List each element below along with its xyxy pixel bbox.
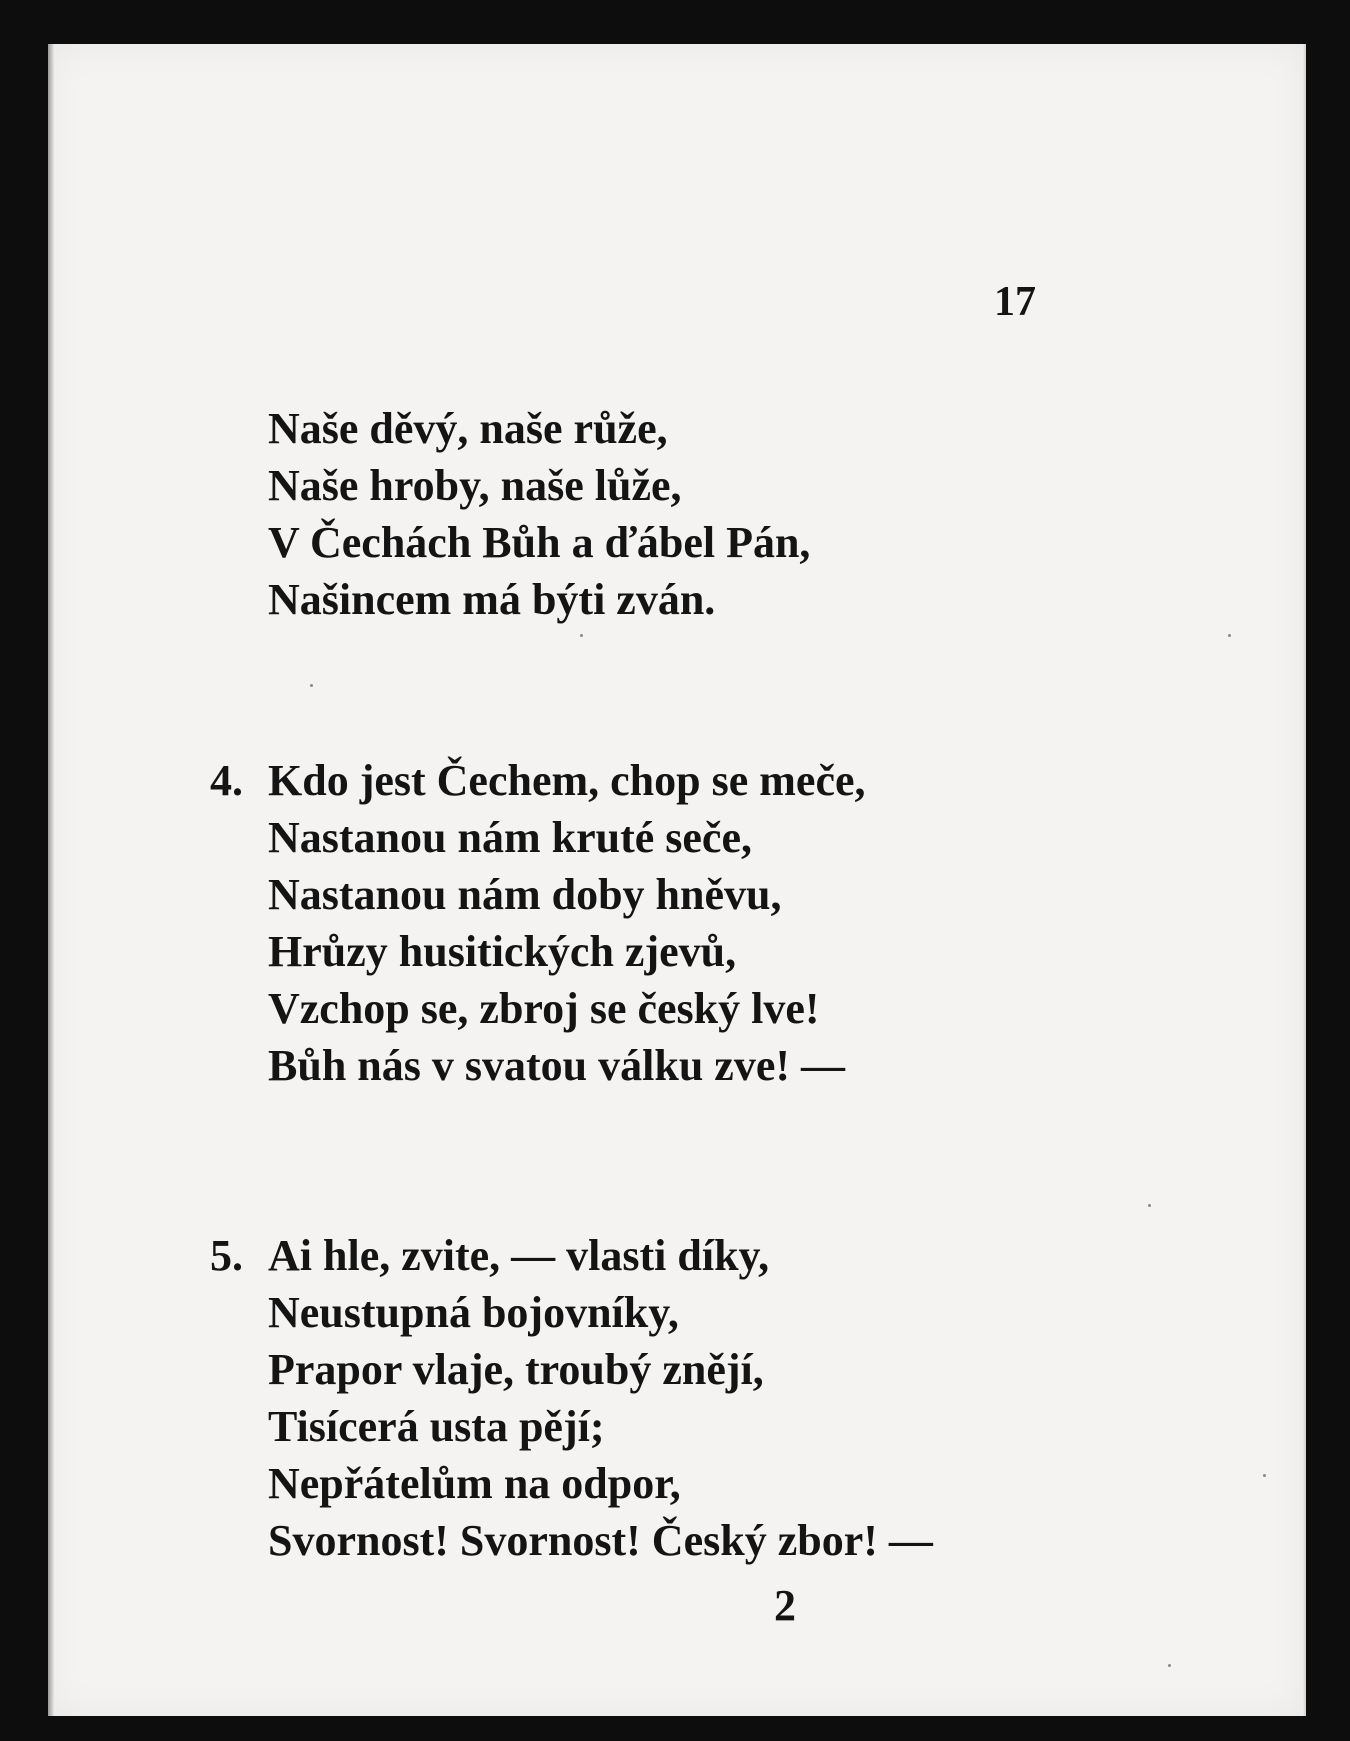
verse-line: Bůh nás v svatou válku zve! — xyxy=(268,1041,846,1090)
stanza-number: 4. xyxy=(210,756,243,805)
verse-line: Nepřátelům na odpor, xyxy=(268,1459,681,1508)
verse-line: Kdo jest Čechem, chop se meče, xyxy=(268,756,866,805)
print-speck xyxy=(1148,1204,1151,1207)
verse-line: Svornost! Svornost! Český zbor! — xyxy=(268,1516,933,1565)
verse-line: Tisícerá usta pějí; xyxy=(268,1402,605,1451)
print-speck xyxy=(580,634,583,637)
verse-line: Nastanou nám doby hněvu, xyxy=(268,870,782,919)
book-page xyxy=(48,44,1306,1716)
verse-line: Naše děvý, naše růže, xyxy=(268,404,668,453)
print-speck xyxy=(310,684,313,687)
verse-line: V Čechách Bůh a ďábel Pán, xyxy=(268,518,811,567)
print-speck xyxy=(1168,1664,1171,1667)
verse-line: Našincem má býti zván. xyxy=(268,575,716,624)
page-edge xyxy=(1302,44,1306,1716)
verse-line: Hrůzy husitických zjevů, xyxy=(268,927,737,976)
print-speck xyxy=(1228,634,1231,637)
verse-line: Naše hroby, naše lůže, xyxy=(268,461,682,510)
stanza-continuation xyxy=(268,400,810,628)
page-number: 17 xyxy=(994,279,1036,325)
stanza-4 xyxy=(210,752,866,1094)
verse-line: Prapor vlaje, troubý znějí, xyxy=(268,1345,764,1394)
verse-line: Nastanou nám kruté seče, xyxy=(268,813,752,862)
verse-line: Ai hle, zvite, — vlasti díky, xyxy=(268,1231,770,1280)
page-spine-shadow xyxy=(48,44,54,1716)
verse-line: Vzchop se, zbroj se český lve! xyxy=(268,984,820,1033)
stanza-number: 5. xyxy=(210,1231,243,1280)
verse-line: Neustupná bojovníky, xyxy=(268,1288,679,1337)
print-speck xyxy=(1263,1474,1266,1477)
signature-mark: 2 xyxy=(774,1581,796,1630)
stanza-5 xyxy=(210,1227,933,1569)
